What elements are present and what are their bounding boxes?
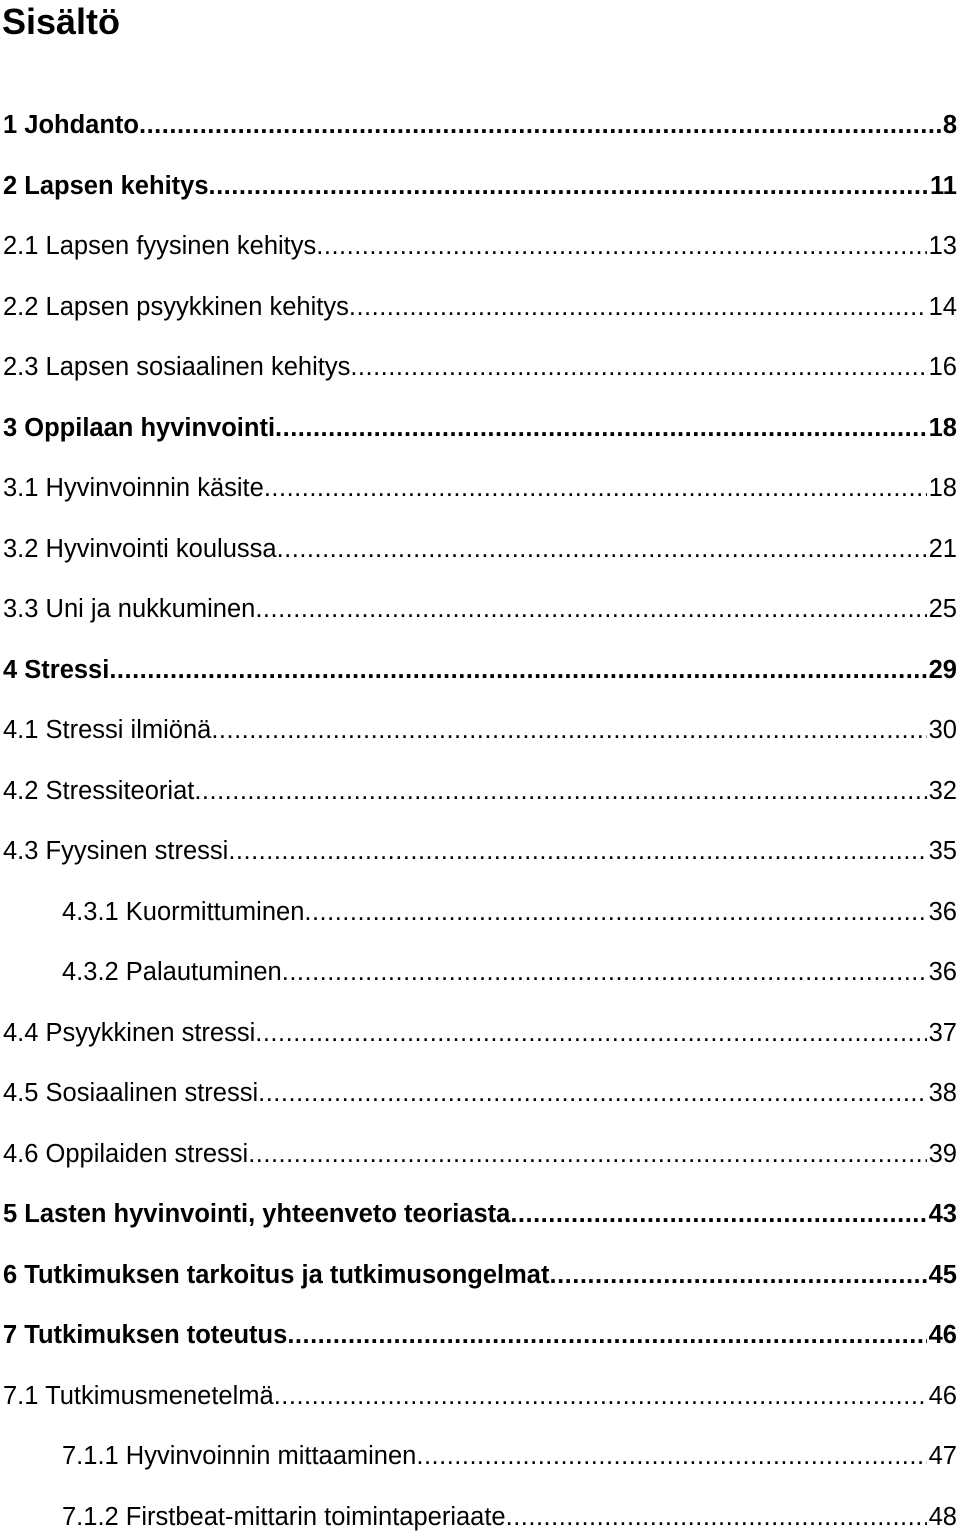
toc-entry-page-number: 37 <box>928 1018 957 1047</box>
toc-entry-label: 3.3 Uni ja nukkuminen <box>3 595 256 623</box>
toc-entry[interactable] <box>3 774 957 808</box>
page-title: Sisältö <box>2 1 121 42</box>
toc-entry-page-number: 29 <box>928 655 957 684</box>
toc-entry-label: 3 Oppilaan hyvinvointi <box>3 413 276 442</box>
toc-entry-label: 4.6 Oppilaiden stressi <box>3 1139 249 1168</box>
toc-dot-leader <box>275 411 927 445</box>
toc-dot-leader <box>211 713 926 747</box>
toc-entry-page-number: 18 <box>928 474 957 502</box>
toc-entry-page-number: 39 <box>928 1139 957 1168</box>
toc-entry[interactable] <box>3 471 957 505</box>
toc-entry-label: 4.5 Sosiaalinen stressi <box>3 1079 259 1107</box>
toc-dot-leader <box>255 592 926 626</box>
toc-entry[interactable] <box>3 169 957 203</box>
toc-entry-page-number: 21 <box>928 534 957 563</box>
toc-entry-label: 7.1.1 Hyvinvoinnin mittaaminen <box>62 1442 417 1470</box>
toc-entry-page-number: 35 <box>928 837 957 865</box>
toc-entry-label: 2.1 Lapsen fyysinen kehitys <box>3 232 317 260</box>
toc-entry[interactable] <box>3 1258 957 1292</box>
toc-dot-leader <box>228 834 926 868</box>
toc-entry[interactable] <box>3 653 957 687</box>
toc-entry-page-number: 8 <box>942 111 957 139</box>
toc-dot-leader <box>277 532 927 566</box>
toc-entry[interactable] <box>3 834 957 868</box>
toc-entry-page-number: 36 <box>928 897 957 926</box>
toc-dot-leader <box>139 108 941 142</box>
toc-entry[interactable] <box>3 1318 957 1352</box>
toc-entry-label: 4.1 Stressi ilmiönä <box>3 716 212 744</box>
toc-dot-leader <box>349 290 927 324</box>
toc-entry[interactable] <box>3 229 957 263</box>
toc-entry-label: 4 Stressi <box>3 655 110 684</box>
toc-entry[interactable] <box>3 1137 957 1171</box>
toc-entry[interactable] <box>62 1439 957 1473</box>
toc-entry[interactable] <box>3 1197 957 1231</box>
toc-entry-page-number: 47 <box>928 1442 957 1470</box>
toc-entry[interactable] <box>3 290 957 324</box>
toc-entry-page-number: 25 <box>928 595 957 623</box>
toc-entry[interactable] <box>3 713 957 747</box>
toc-entry-page-number: 14 <box>928 292 957 321</box>
toc-entry-label: 7.1 Tutkimusmenetelmä <box>3 1381 274 1410</box>
toc-entry-label: 2.3 Lapsen sosiaalinen kehitys <box>3 353 351 381</box>
toc-entry-page-number: 45 <box>928 1260 957 1289</box>
toc-entry-label: 3.2 Hyvinvointi koulussa <box>3 534 277 563</box>
toc-entry-label: 4.3.2 Palautuminen <box>62 958 282 986</box>
toc-dot-leader <box>316 229 926 263</box>
toc-entry[interactable] <box>62 955 957 989</box>
toc-entry[interactable] <box>3 532 957 566</box>
toc-entry-label: 7 Tutkimuksen toteutus <box>3 1321 288 1349</box>
toc-entry-label: 4.2 Stressiteoriat <box>3 776 195 805</box>
toc-entry-page-number: 46 <box>928 1321 957 1349</box>
toc-entry-label: 2.2 Lapsen psyykkinen kehitys <box>3 292 349 321</box>
toc-entry-page-number: 38 <box>928 1079 957 1107</box>
toc-entry-page-number: 30 <box>928 716 957 744</box>
toc-entry-page-number: 13 <box>928 232 957 260</box>
toc-dot-leader <box>350 350 926 384</box>
toc-dot-leader <box>506 1500 927 1534</box>
toc-entry-label: 4.4 Psyykkinen stressi <box>3 1018 256 1047</box>
toc-entry[interactable] <box>3 1379 957 1413</box>
toc-entry-page-number: 32 <box>928 776 957 805</box>
toc-entry[interactable] <box>3 108 957 142</box>
toc-dot-leader <box>258 1076 926 1110</box>
toc-entry-page-number: 43 <box>928 1200 957 1228</box>
toc-entry-label: 7.1.2 Firstbeat-mittarin toimintaperiaate <box>62 1502 506 1531</box>
toc-entry-page-number: 48 <box>928 1502 957 1531</box>
toc-entry[interactable] <box>3 411 957 445</box>
toc-entry-label: 1 Johdanto <box>3 111 140 139</box>
toc-dot-leader <box>549 1258 926 1292</box>
toc-dot-leader <box>304 895 926 929</box>
toc-dot-leader <box>264 471 927 505</box>
toc-dot-leader <box>209 169 929 203</box>
toc-dot-leader <box>416 1439 926 1473</box>
toc-entry[interactable] <box>3 1016 957 1050</box>
toc-entry[interactable] <box>3 1076 957 1110</box>
toc-entry-label: 2 Lapsen kehitys <box>3 171 209 200</box>
toc-entry[interactable] <box>3 350 957 384</box>
toc-dot-leader <box>287 1318 926 1352</box>
toc-dot-leader <box>510 1197 926 1231</box>
toc-dot-leader <box>274 1379 927 1413</box>
toc-entry-label: 4.3.1 Kuormittuminen <box>62 897 305 926</box>
toc-dot-leader <box>194 774 926 808</box>
toc-entry-page-number: 18 <box>928 413 957 442</box>
toc-entry[interactable] <box>62 895 957 929</box>
toc-dot-leader <box>255 1016 926 1050</box>
toc-entry[interactable] <box>62 1500 957 1534</box>
toc-entry-label: 3.1 Hyvinvoinnin käsite <box>3 474 264 502</box>
toc-dot-leader <box>282 955 927 989</box>
toc-entry[interactable] <box>3 592 957 626</box>
toc-entry-page-number: 36 <box>928 958 957 986</box>
toc-entry-page-number: 46 <box>928 1381 957 1410</box>
toc-entry-label: 6 Tutkimuksen tarkoitus ja tutkimusongelmat <box>3 1260 550 1289</box>
toc-entry-label: 4.3 Fyysinen stressi <box>3 837 229 865</box>
toc-entry-page-number: 16 <box>928 353 957 381</box>
toc-dot-leader <box>109 653 926 687</box>
toc-dot-leader <box>248 1137 926 1171</box>
toc-entry-page-number: 11 <box>930 171 957 200</box>
toc-entry-label: 5 Lasten hyvinvointi, yhteenveto teoriasta <box>3 1200 511 1228</box>
